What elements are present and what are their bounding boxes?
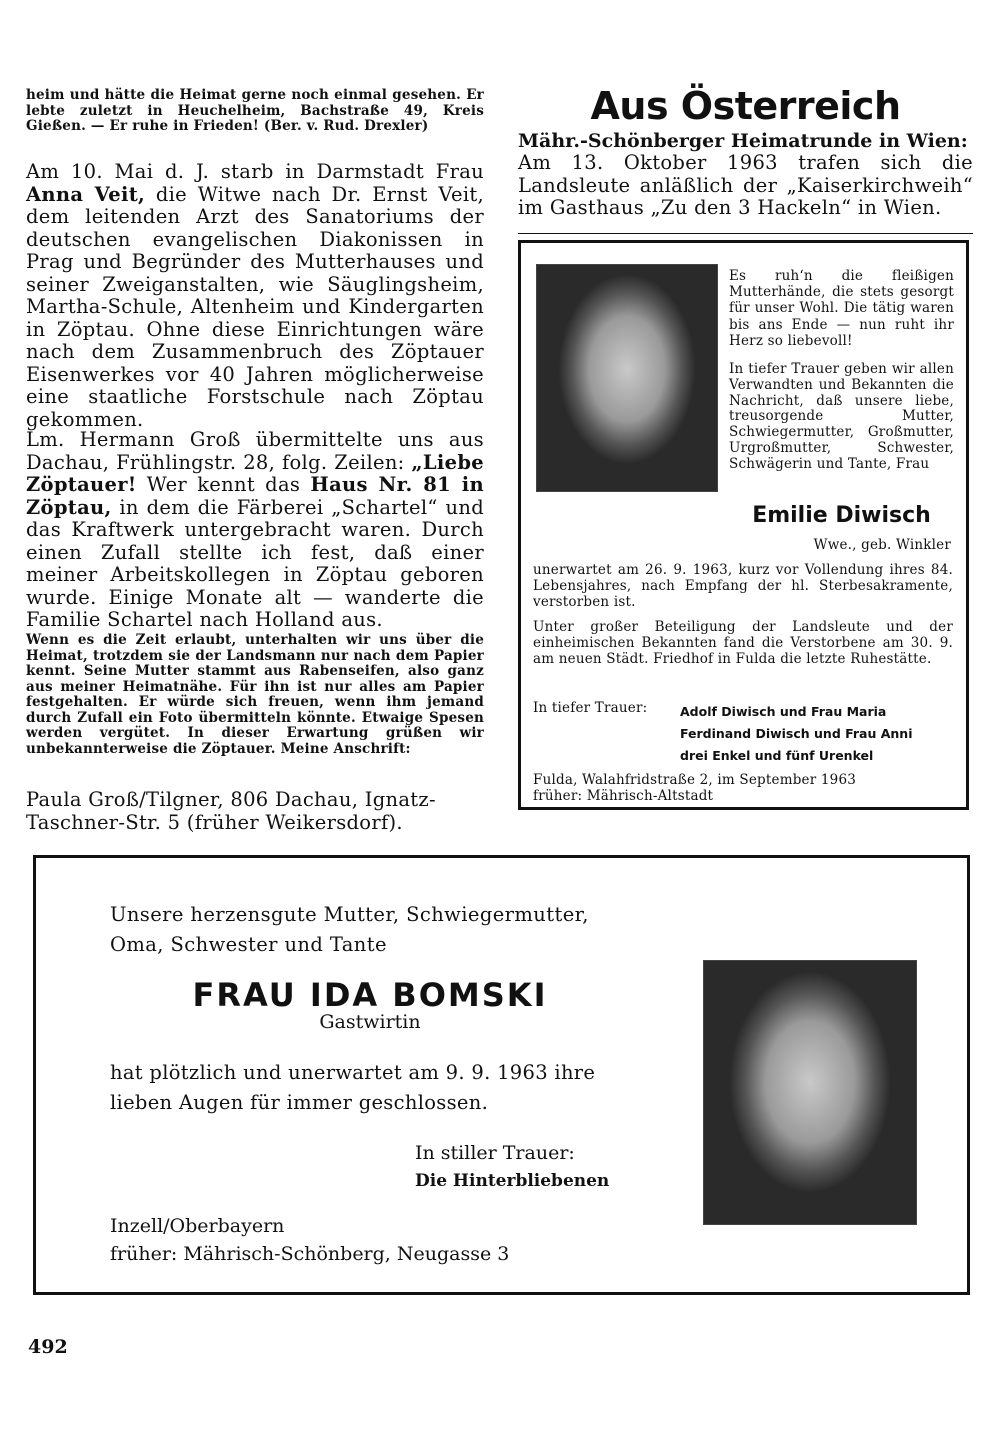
section-body: Am 13. Oktober 1963 trafen sich die Landsleute anläßlich der „Kaiserkirchweih“ im Gasthaus „Zu den 3 Hackeln“ in Wien. (518, 151, 973, 219)
bomski-text (110, 1058, 595, 1118)
divider (518, 233, 973, 234)
left-paragraph-5 (26, 789, 488, 834)
bomski-intro-1: Unsere herzensgute Mutter, Schwiegermutter, (110, 903, 589, 926)
diwisch-mourner-1: Adolf Diwisch und Frau Maria (680, 704, 887, 719)
diwisch-name: Emilie Diwisch (752, 503, 931, 528)
diwisch-nee: Wwe., geb. Winkler (813, 537, 951, 553)
bomski-text-1: hat plötzlich und unerwartet am 9. 9. 1963 ihre (110, 1061, 596, 1084)
bomski-mourning-1: In stiller Trauer: (415, 1142, 575, 1164)
diwisch-burial: Unter großer Beteiligung der Landsleute und der einheimischen Bekannten fand die Verstorbene am 30. 9. am neuen Städt. Friedhof in Fulda die letzte Ruhestätte. (533, 619, 953, 667)
diwisch-place-2: früher: Mährisch-Altstadt (533, 788, 714, 804)
bomski-intro (110, 900, 589, 960)
bomski-place (110, 1212, 509, 1268)
diwisch-intro: In tiefer Trauer geben wir allen Verwandten und Bekannten die Nachricht, daß unsere liebe, treusorgende Mutter, Schwiegermutter, Großmutter, Urgroßmutter, Schwester, Schwägerin und Tante, Frau (729, 361, 954, 472)
page-number: 492 (28, 1336, 68, 1358)
left-p5-text: Paula Groß/Tilgner, 806 Dachau, Ignatz-Taschner-Str. 5 (früher Weikersdorf). (26, 788, 436, 834)
bomski-name: FRAU IDA BOMSKI (192, 976, 548, 1014)
diwisch-place (533, 772, 856, 804)
left-paragraph-4 (26, 633, 484, 757)
section-heading: Aus Österreich (590, 84, 901, 128)
anna-veit-name: Anna Veit, (26, 182, 146, 206)
bomski-bottom-border (33, 1292, 970, 1295)
left-paragraph-3 (26, 429, 484, 632)
section-subheading: Mähr.-Schönberger Heimatrunde in Wien: (518, 130, 968, 152)
bomski-occupation: Gastwirtin (319, 1011, 421, 1033)
bomski-right-border (967, 855, 970, 1295)
diwisch-death: unerwartet am 26. 9. 1963, kurz vor Vollendung ihres 84. Lebensjahres, nach Empfang der hl. Sterbesakramente, verstorben ist. (533, 562, 953, 610)
diwisch-place-1: Fulda, Walahfridstraße 2, im September 1963 (533, 772, 857, 788)
bomski-place-1: Inzell/Oberbayern (110, 1215, 285, 1237)
left-p2-pre: Am 10. Mai d. J. starb in Darmstadt Frau (26, 160, 484, 183)
portrait-photo-diwisch (536, 264, 718, 492)
bomski-mourning-2: Die Hinterbliebenen (415, 1171, 610, 1191)
diwisch-mourner-3: drei Enkel und fünf Urenkel (680, 748, 874, 763)
left-p3-e: in dem die Färberei „Schartel“ und das Kraftwerk untergebracht waren. Durch einen Zufall stellte ich fest, daß einer meiner Arbeitskollegen in Zöptau geboren wurde. Einige Monate alt — wanderte die Familie Schartel nach Holland aus. (26, 495, 484, 631)
bomski-text-2: lieben Augen für immer geschlossen. (110, 1091, 489, 1114)
left-p3-c: Wer kennt das (136, 473, 311, 496)
diwisch-verse: Es ruh‘n die fleißigen Mutterhände, die stets gesorgt für unser Wohl. Die tätig waren bis ans Ende — nun ruht ihr Herz so liebevoll! (729, 268, 954, 349)
left-p3-b: „Liebe Zöptauer! (26, 450, 484, 496)
bomski-mourning (415, 1139, 609, 1195)
bomski-intro-2: Oma, Schwester und Tante (110, 933, 387, 956)
bomski-place-2: früher: Mährisch-Schönberg, Neugasse 3 (110, 1243, 510, 1265)
left-p3-d: Haus Nr. 81 in Zöptau, (26, 473, 484, 519)
diwisch-mourner-2: Ferdinand Diwisch und Frau Anni (680, 726, 913, 741)
left-p2-post: die Witwe nach Dr. Ernst Veit, dem leitenden Arzt des Sanatoriums der deutschen evangelischen Diakonissen in Prag und Begründer des Mutterhauses und seiner Zweiganstalten, wie Säuglingsheim, Martha-Schule, Altenheim und Kindergarten in Zöptau. Ohne diese Einrichtungen wäre nach dem Zusammenbruch des Zöptauer Eisenwerkes vor 40 Jahren möglicherweise eine staatliche Forstschule nach Zöptau gekommen. (26, 182, 484, 431)
diwisch-mourners (680, 701, 912, 767)
diwisch-mourners-label: In tiefer Trauer: (533, 700, 648, 716)
left-paragraph-2 (26, 161, 484, 431)
left-p3-a: Lm. Hermann Groß übermittelte uns aus Dachau, Frühlingstr. 28, folg. Zeilen: (26, 428, 484, 474)
bomski-top-border (33, 855, 970, 858)
left-paragraph-1 (26, 88, 484, 135)
left-p4-text: Wenn es die Zeit erlaubt, unterhalten wir uns über die Heimat, trotzdem sie der Landsmann nur nach dem Papier kennt. Seine Mutter stammt aus Rabenseifen, also ganz aus meiner Heimatnähe. Für ihn ist nur alles am Papier festgehalten. Er würde sich freuen, wenn ihm jemand durch Zufall ein Foto übermitteln könnte. Etwaige Spesen werden vergütet. In dieser Erwartung grüßen wir unbekannterweise die Zöptauer. Meine Anschrift: (26, 632, 484, 757)
portrait-photo-bomski (703, 960, 917, 1225)
bomski-left-border (33, 855, 36, 1295)
left-p1-text: heim und hätte die Heimat gerne noch einmal gesehen. Er lebte zuletzt in Heuchelheim, Bachstraße 49, Kreis Gießen. — Er ruhe in Frieden! (Ber. v. Rud. Drexler) (26, 87, 484, 134)
